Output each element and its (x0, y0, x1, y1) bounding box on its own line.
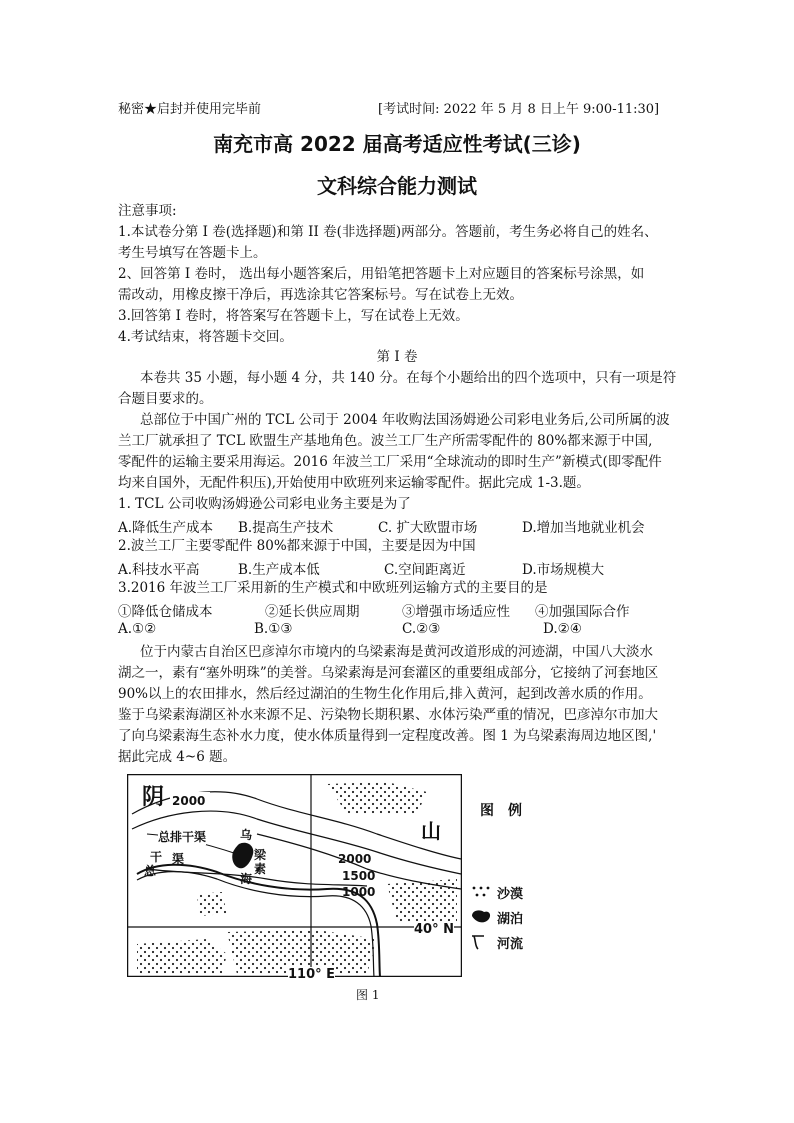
desert-dots-icon (470, 884, 492, 900)
map-contour-label: 2000 (172, 794, 206, 808)
legend-title: 图 例 (480, 803, 522, 819)
exam-subtitle: 文科综合能力测试 (317, 174, 477, 198)
q2-option-c: C.空间距离近 (384, 562, 466, 578)
passage-line: 总部位于中国广州的 TCL 公司于 2004 年收购法国汤姆逊公司彩电业务后,公司所属的波 (140, 412, 670, 428)
map-canal-label: 渠 (172, 852, 185, 866)
map-lake-label: 海 (240, 872, 253, 886)
q1-option-a: A.降低生产成本 (118, 520, 214, 536)
section-title: 第 I 卷 (376, 349, 418, 365)
question-3-stem: 3.2016 年波兰工厂采用新的生产模式和中欧班列运输方式的主要目的是 (118, 580, 548, 596)
q2-option-d: D.市场规模大 (522, 562, 605, 578)
map-contour-label: 1500 (342, 869, 376, 883)
q1-option-c: C. 扩大欧盟市场 (378, 520, 478, 536)
map-lake-label: 素 (254, 862, 267, 876)
q3-option-b: B.①③ (254, 621, 293, 637)
map-lake-label: 乌 (240, 828, 253, 842)
exam-title: 南充市高 2022 届高考适应性考试(三诊) (213, 132, 581, 156)
map-contour-label: 2000 (338, 852, 372, 866)
figure-caption: 图 1 (356, 988, 380, 1002)
q3-item: ①降低仓储成本 (118, 604, 213, 620)
q1-option-d: D.增加当地就业机会 (522, 520, 645, 536)
passage-line: 位于内蒙古自治区巴彦淖尔市境内的乌梁素海是黄河改道形成的河迹湖，中国八大淡水 (140, 644, 653, 660)
legend-label-desert: 沙漠 (497, 887, 524, 902)
note-line: 1.本试卷分第 I 卷(选择题)和第 II 卷(非选择题)两部分。答题前，考生务必将自己的姓名、 (118, 224, 658, 240)
exam-time: [考试时间: 2022 年 5 月 8 日上午 9:00-11:30] (378, 102, 660, 117)
q2-option-b: B.生产成本低 (238, 562, 320, 578)
map-latitude-label: 40° N (414, 922, 454, 937)
river-line-icon (470, 932, 492, 950)
map-longitude-label: 110° E (288, 967, 336, 982)
passage-line: 据此完成 4~6 题。 (118, 749, 237, 765)
legend-label-lake: 湖泊 (497, 912, 524, 927)
note-line: 2、回答第 I 卷时， 选出每小题答案后，用铅笔把答题卡上对应题目的答案标号涂黑，如 (118, 266, 645, 282)
passage-line: 了向乌梁素海生态补水力度，使水体质量得到一定程度改善。图 1 为乌梁素海周边地区图,' (118, 728, 657, 744)
question-1-stem: 1. TCL 公司收购汤姆逊公司彩电业务主要是为了 (118, 496, 411, 512)
map-lake-label: 梁 (254, 848, 267, 862)
map-label-mountain: 山 (421, 819, 441, 843)
passage-line: 均来自国外，无配件积压),开始使用中欧班列来运输零配件。据此完成 1-3.题。 (118, 475, 590, 491)
passage-line: 零配件的运输主要采用海运。2016 年波兰工厂采用“全球流动的即时生产”新模式(即零配件 (118, 454, 662, 470)
passage-line: 湖之一，素有“塞外明珠”的美誉。乌梁素海是河套灌区的重要组成部分，它接纳了河套地区 (118, 665, 659, 681)
q3-option-d: D.②④ (543, 621, 582, 637)
notes-heading: 注意事项: (118, 203, 177, 219)
map-canal-label: 干 (150, 850, 163, 864)
note-line: 4.考试结束，将答题卡交回。 (118, 329, 293, 345)
map-contour-label: 1000 (342, 885, 376, 899)
q2-option-a: A.科技水平高 (118, 562, 200, 578)
q3-option-a: A.①② (118, 621, 157, 637)
lake-blob-icon (470, 908, 492, 924)
q1-option-b: B.提高生产技术 (238, 520, 334, 536)
map-canal-label: 总排干渠 (158, 830, 207, 844)
passage-line: 90%以上的农田排水，然后经过湖泊的生物生化作用后,排入黄河，起到改善水质的作用。 (118, 686, 652, 702)
passage-line: 兰工厂就承担了 TCL 欧盟生产基地角色。波兰工厂生产所需零配件的 80%都来源于中国, (118, 433, 653, 449)
section-intro: 合题目要求的。 (118, 391, 213, 407)
confidential-label: 秘密★启封并使用完毕前 (118, 102, 262, 117)
note-line: 考生号填写在答题卡上。 (118, 245, 267, 261)
legend-label-river: 河流 (497, 937, 524, 952)
q3-item: ④加强国际合作 (535, 604, 630, 620)
section-intro: 本卷共 35 小题，每小题 4 分，共 140 分。在每个小题给出的四个选项中，只有一项是符 (140, 370, 677, 386)
q3-item: ②延长供应周期 (265, 604, 360, 620)
q3-item: ③增强市场适应性 (402, 604, 510, 620)
q3-option-c: C.②③ (402, 621, 441, 637)
map-label-mountain: 阴 (142, 785, 165, 810)
passage-line: 鉴于乌梁素海湖区补水来源不足、污染物长期积累、水体污染严重的情况，巴彦淖尔市加大 (118, 707, 658, 723)
note-line: 需改动，用橡皮擦干净后，再选涂其它答案标号。写在试卷上无效。 (118, 287, 523, 303)
question-2-stem: 2.波兰工厂主要零配件 80%都来源于中国，主要是因为中国 (118, 538, 476, 554)
map-canal-label: 总 (144, 864, 157, 878)
note-line: 3.回答第 I 卷时，将答案写在答题卡上，写在试卷上无效。 (118, 308, 469, 324)
